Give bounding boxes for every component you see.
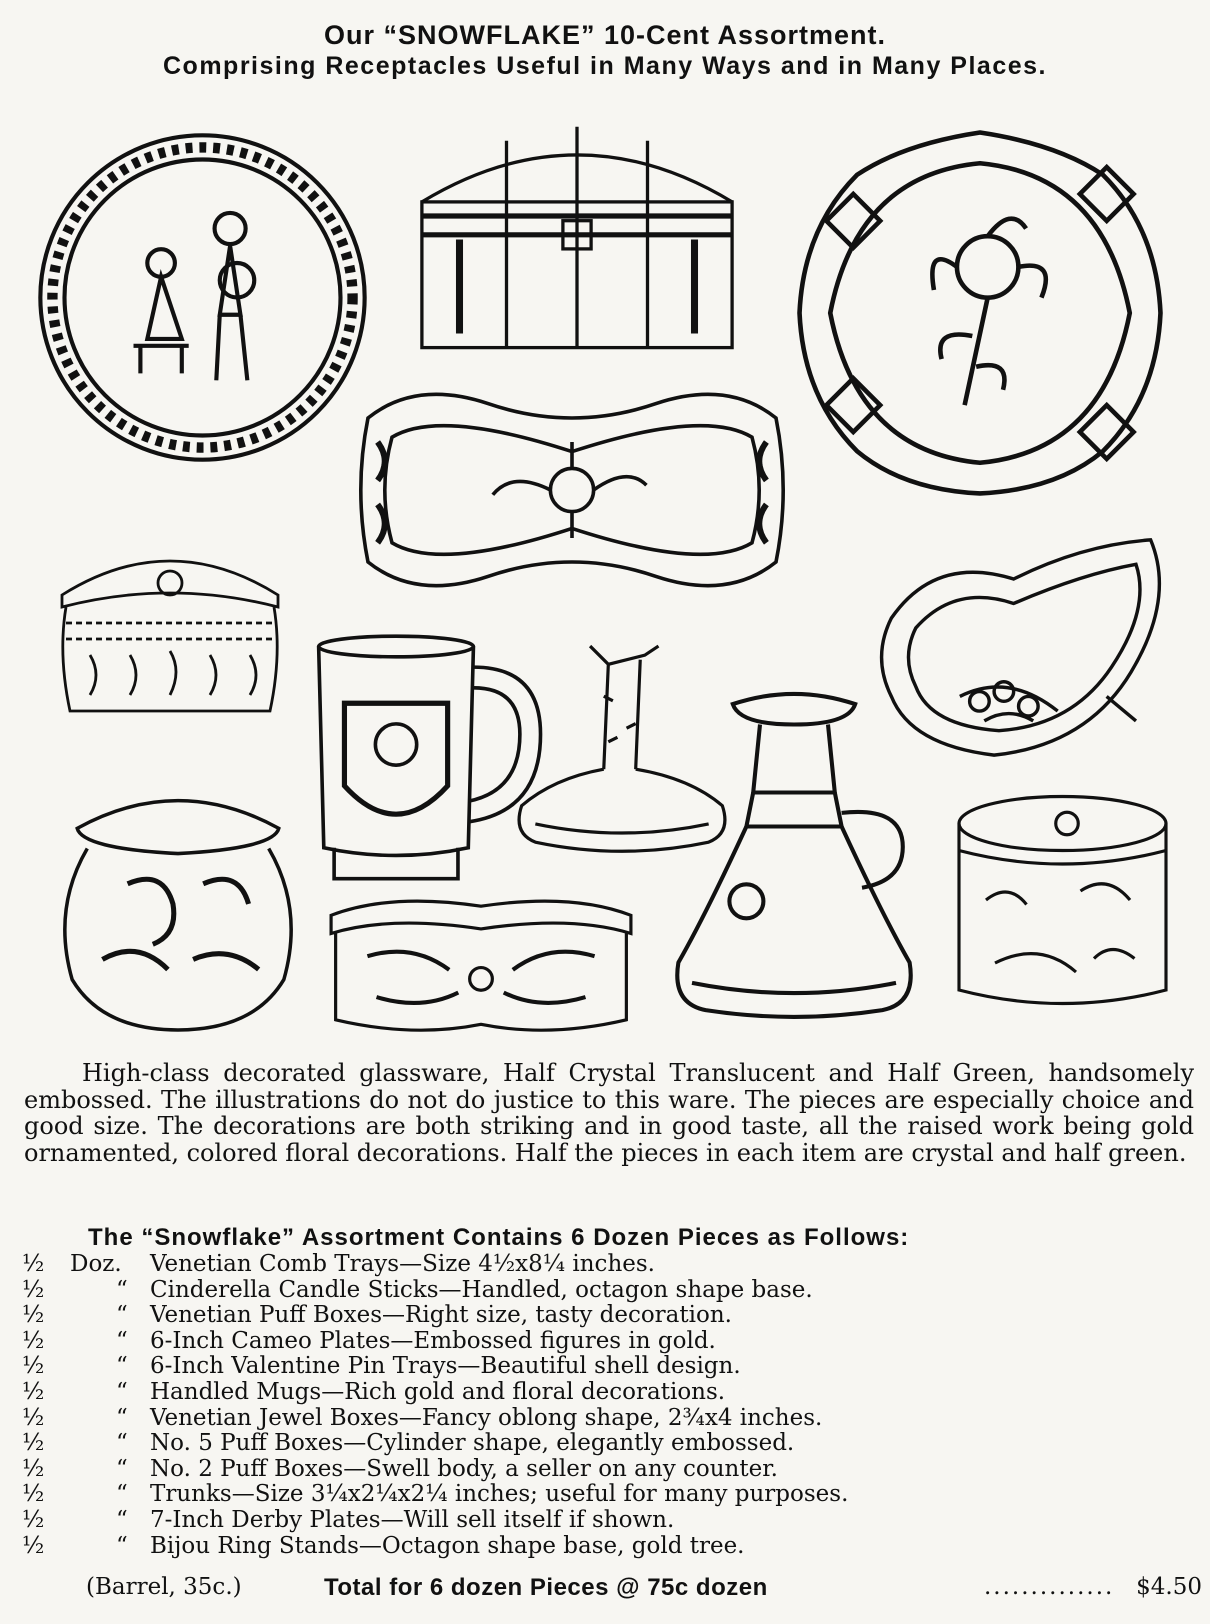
list-item xyxy=(22,1252,1192,1278)
leader-dots: .............. xyxy=(984,1574,1115,1600)
swell-puff-box-icon xyxy=(52,778,304,1040)
item-unit: “ xyxy=(116,1455,128,1482)
list-item xyxy=(22,1431,1192,1457)
item-unit: “ xyxy=(116,1404,128,1431)
list-item xyxy=(22,1303,1192,1329)
list-item xyxy=(22,1508,1192,1534)
item-unit: “ xyxy=(116,1430,128,1457)
item-text: No. 5 Puff Boxes—Cylinder shape, elegantly embossed. xyxy=(150,1430,795,1457)
item-qty: ½ xyxy=(22,1327,45,1354)
item-text: Venetian Jewel Boxes—Fancy oblong shape, 2¾x4 inches. xyxy=(150,1404,823,1431)
item-text: Venetian Comb Trays—Size 4½x8¼ inches. xyxy=(150,1251,655,1277)
item-qty: ½ xyxy=(22,1353,45,1380)
total-label: Total for 6 dozen Pieces @ 75c dozen xyxy=(324,1574,768,1601)
item-qty: ½ xyxy=(22,1251,45,1277)
item-text: Handled Mugs—Rich gold and floral decorations. xyxy=(150,1378,726,1405)
item-unit: “ xyxy=(116,1353,128,1380)
list-item xyxy=(22,1380,1192,1406)
item-unit: “ xyxy=(116,1378,128,1405)
item-qty: ½ xyxy=(22,1302,45,1329)
item-qty: ½ xyxy=(22,1506,45,1533)
item-qty: ½ xyxy=(22,1430,45,1457)
trunk-icon xyxy=(412,122,742,357)
item-unit: “ xyxy=(116,1532,128,1559)
item-text: 7-Inch Derby Plates—Will sell itself if shown. xyxy=(150,1506,675,1533)
jewel-box-icon xyxy=(322,888,640,1038)
cameo-plate-icon xyxy=(30,125,375,470)
item-unit: “ xyxy=(116,1481,128,1508)
item-text: 6-Inch Valentine Pin Trays—Beautiful shell design. xyxy=(150,1353,741,1380)
item-unit: “ xyxy=(116,1327,128,1354)
item-qty: ½ xyxy=(22,1378,45,1405)
item-unit: “ xyxy=(116,1302,128,1329)
item-qty: ½ xyxy=(22,1532,45,1559)
description-paragraph: High-class decorated glassware, Half Crystal Translucent and Half Green, handsomely embossed. The illustrations do not do justice to this ware. The pieces are especially choice and good size. The decorations are both striking and in good taste, all the raised work being gold ornamented, colored floral decorations. Half the pieces in each item are crystal and half green. xyxy=(24,1059,1194,1167)
puff-box-icon xyxy=(50,535,290,725)
total-price: $4.50 xyxy=(1136,1574,1202,1600)
item-unit: “ xyxy=(116,1276,128,1303)
item-text: No. 2 Puff Boxes—Swell body, a seller on any counter. xyxy=(150,1455,778,1482)
list-item xyxy=(22,1329,1192,1355)
page-title: Our “SNOWFLAKE” 10-Cent Assortment. xyxy=(323,20,887,50)
item-text: Venetian Puff Boxes—Right size, tasty decoration. xyxy=(150,1302,732,1329)
item-qty: ½ xyxy=(22,1455,45,1482)
item-text: 6-Inch Cameo Plates—Embossed figures in gold. xyxy=(150,1327,716,1354)
item-unit: Doz. xyxy=(70,1251,122,1277)
list-item xyxy=(22,1278,1192,1304)
cylinder-puff-box-icon xyxy=(950,792,1175,1017)
page-subtitle: Comprising Receptacles Useful in Many Ways and in Many Places. xyxy=(163,52,1047,80)
derby-plate-icon xyxy=(788,118,1172,508)
item-qty: ½ xyxy=(22,1481,45,1508)
list-item xyxy=(22,1457,1192,1483)
item-unit: “ xyxy=(116,1506,128,1533)
list-item xyxy=(22,1482,1192,1508)
barrel-price: (Barrel, 35c.) xyxy=(86,1574,242,1600)
list-item xyxy=(22,1354,1192,1380)
candle-stick-icon xyxy=(658,688,930,1033)
item-qty: ½ xyxy=(22,1276,45,1303)
item-text: Trunks—Size 3¼x2¼x2¼ inches; useful for many purposes. xyxy=(150,1481,849,1508)
comb-tray-icon xyxy=(344,370,800,610)
item-text: Cinderella Candle Sticks—Handled, octagon shape base. xyxy=(150,1276,813,1303)
contents-heading: The “Snowflake” Assortment Contains 6 Dozen Pieces as Follows: xyxy=(88,1224,910,1251)
item-text: Bijou Ring Stands—Octagon shape base, gold tree. xyxy=(150,1532,745,1559)
item-qty: ½ xyxy=(22,1404,45,1431)
list-item xyxy=(22,1534,1192,1560)
list-item xyxy=(22,1406,1192,1432)
items-list xyxy=(22,1252,1192,1559)
